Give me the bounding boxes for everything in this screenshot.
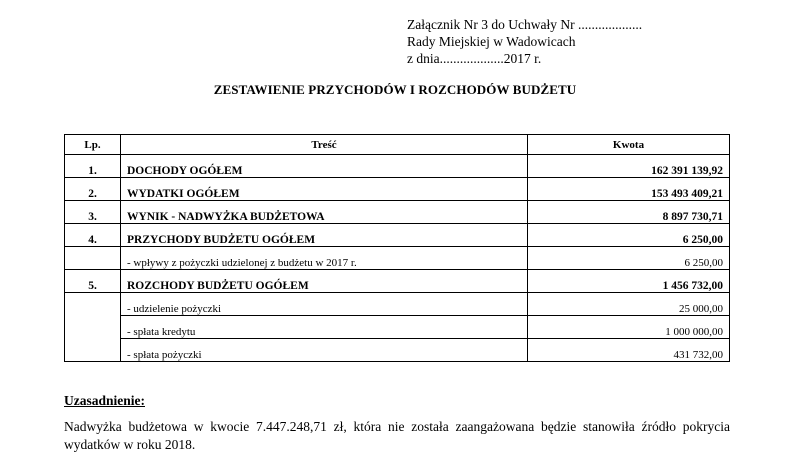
justification-text: Nadwyżka budżetowa w kwocie 7.447.248,71 zł, która nie została zaangażowana będzie stanowiła źródło pokrycia wydatków w roku 2018. <box>64 419 730 452</box>
attachment-line-3: z dnia...................2017 r. <box>407 51 542 66</box>
row-kwota: 8 897 730,71 <box>528 201 730 224</box>
row-lp: 2. <box>65 178 121 201</box>
table-row <box>65 178 730 201</box>
row-tresc: WYDATKI OGÓŁEM <box>121 178 528 201</box>
table-row <box>65 224 730 247</box>
table-header-row <box>65 135 730 155</box>
row-kwota: 6 250,00 <box>528 224 730 247</box>
row-tresc: ROZCHODY BUDŻETU OGÓŁEM <box>121 270 528 293</box>
attachment-line-2: Rady Miejskiej w Wadowicach <box>407 34 576 49</box>
table-row <box>65 293 730 316</box>
row-tresc: DOCHODY OGÓŁEM <box>121 155 528 178</box>
table-row <box>65 247 730 270</box>
row-lp: 3. <box>65 201 121 224</box>
table-row <box>65 270 730 293</box>
row-lp: 4. <box>65 224 121 247</box>
row-lp: 1. <box>65 155 121 178</box>
column-header-kwota: Kwota <box>528 135 730 155</box>
table-row <box>65 155 730 178</box>
column-header-tresc: Treść <box>121 135 528 155</box>
row-kwota: 431 732,00 <box>528 339 730 362</box>
budget-table <box>64 134 730 362</box>
row-kwota: 6 250,00 <box>528 247 730 270</box>
row-kwota: 162 391 139,92 <box>528 155 730 178</box>
row-lp: 5. <box>65 270 121 293</box>
table-row <box>65 339 730 362</box>
row-kwota: 25 000,00 <box>528 293 730 316</box>
row-tresc: - wpływy z pożyczki udzielonej z budżetu w 2017 r. <box>121 247 528 270</box>
row-lp-merged <box>65 293 121 362</box>
row-kwota: 1 456 732,00 <box>528 270 730 293</box>
row-tresc: - udzielenie pożyczki <box>121 293 528 316</box>
row-tresc: WYNIK - NADWYŻKA BUDŻETOWA <box>121 201 528 224</box>
row-tresc: - spłata pożyczki <box>121 339 528 362</box>
column-header-lp: Lp. <box>65 135 121 155</box>
attachment-line-1: Załącznik Nr 3 do Uchwały Nr ................... <box>407 17 643 32</box>
attachment-header <box>407 16 642 67</box>
row-kwota: 153 493 409,21 <box>528 178 730 201</box>
table-row <box>65 201 730 224</box>
row-tresc: - spłata kredytu <box>121 316 528 339</box>
justification-heading: Uzasadnienie: <box>64 393 145 408</box>
row-lp <box>65 247 121 270</box>
row-kwota: 1 000 000,00 <box>528 316 730 339</box>
table-row <box>65 316 730 339</box>
document-title: ZESTAWIENIE PRZYCHODÓW I ROZCHODÓW BUDŻETU <box>213 82 577 97</box>
row-tresc: PRZYCHODY BUDŻETU OGÓŁEM <box>121 224 528 247</box>
